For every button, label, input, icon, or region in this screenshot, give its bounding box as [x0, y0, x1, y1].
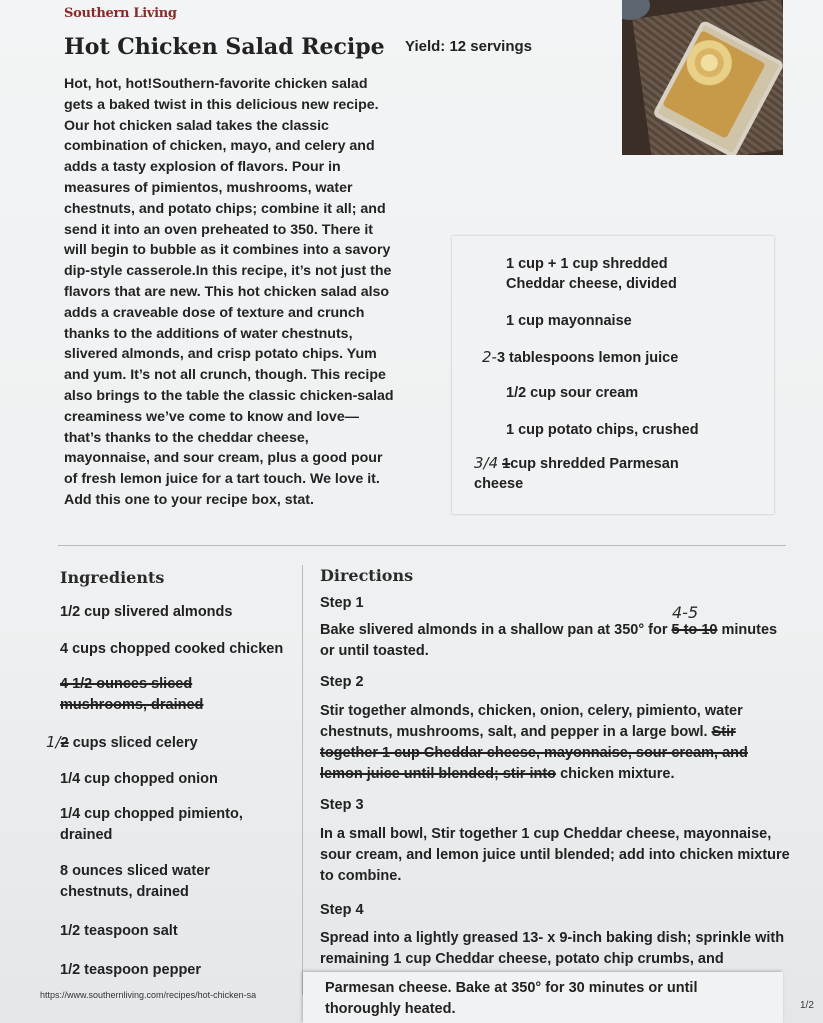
page-title: Hot Chicken Salad Recipe: [64, 34, 385, 60]
page-url: https://www.southernliving.com/recipes/hot-chicken-sa: [40, 990, 257, 1000]
ingredient-onion: 1/4 cup chopped onion: [60, 771, 218, 787]
step-4-continued: Parmesan cheese. Bake at 350° for 30 minutes or until thoroughly heated.: [325, 980, 698, 1017]
step-4-text: Spread into a lightly greased 13- x 9-inch baking dish; sprinkle with remaining 1 cup Cheddar cheese, potato chip crumbs, and: [320, 930, 785, 967]
ingredients-box: [452, 236, 774, 514]
ingredient-pimiento: 1/4 cup chopped pimiento, drained: [60, 806, 243, 843]
page-number: 1/2: [800, 1000, 814, 1011]
brand-logo: Southern Living: [64, 6, 177, 21]
ingredient-almonds: 1/2 cup slivered almonds: [60, 604, 233, 620]
directions-heading: Directions: [320, 566, 414, 585]
ingredients-heading: Ingredients: [60, 568, 165, 587]
ingredient-pepper: 1/2 teaspoon pepper: [60, 962, 202, 978]
ingredient-mayonnaise: 1 cup mayonnaise: [506, 313, 632, 329]
yield-label: Yield: 12 servings: [405, 38, 533, 55]
ingredient-chestnuts: 8 ounces sliced water chestnuts, drained: [60, 863, 210, 900]
section-divider: [58, 545, 786, 546]
handwritten-bake-time: 4-5: [672, 603, 699, 622]
step-1-label: Step 1: [320, 595, 364, 611]
ingredient-lemon: 2-3 tablespoons lemon juice: [482, 348, 679, 366]
step-2-label: Step 2: [320, 674, 364, 690]
ingredient-potato-chips: 1 cup potato chips, crushed: [506, 422, 699, 438]
step-1-text: Bake slivered almonds in a shallow pan at 350° for 5 to 10 minutes or until toasted.: [320, 622, 778, 659]
ingredient-parmesan: 3/4 1cup shredded Parmesan cheese: [474, 454, 679, 492]
intro-paragraph: Hot, hot, hot!Southern-favorite chicken salad gets a baked twist in this delicious new recipe. Our hot chicken salad takes the classic combination of chicken, mayo, and celery and adds a tasty explosion of flavors. Pour in measures of pimientos, mushrooms, water chestnuts, and potato chips; combine it all; and send it into an oven preheated to 350. There it will begin to bubble as it combines into a savory dip-style casserole.In this recipe, it’s not just the flavors that are new. This hot chicken salad also adds a craveable dose of texture and crunch thanks to the additions of water chestnuts, slivered almonds, and crisp potato chips. Yum and yum. It’s not all crunch, though. This recipe also brings to the table the classic chicken-salad creaminess we’ve come to know and love—that’s thanks to the cheddar cheese, mayonnaise, and sour cream, plus a good pour of fresh lemon juice for a tart touch. We love it. Add this one to your recipe box, stat.: [64, 76, 394, 508]
overlapping-page-strip: [303, 972, 783, 1023]
column-divider: [302, 565, 303, 995]
ingredient-sour-cream: 1/2 cup sour cream: [506, 385, 639, 401]
ingredient-salt: 1/2 teaspoon salt: [60, 923, 178, 939]
ingredient-celery: 1/2 cups sliced celery: [46, 733, 198, 751]
step-3-label: Step 3: [320, 797, 364, 813]
step-3-text: In a small bowl, Stir together 1 cup Cheddar cheese, mayonnaise, sour cream, and lemon juice until blended; add into chicken mixture to combine.: [320, 826, 790, 884]
recipe-photo: [622, 0, 783, 155]
ingredient-chicken: 4 cups chopped cooked chicken: [60, 641, 284, 657]
handwritten-celery-amount: 1/: [46, 733, 61, 751]
step-2-text: Stir together almonds, chicken, onion, celery, pimiento, water chestnuts, mushrooms, salt, and pepper in a large bowl. Stir together 1 cup Cheddar cheese, mayonnaise, sour cream, and lemon juice until blended; stir into chicken mixture.: [320, 703, 748, 782]
handwritten-lemon-amount: 2-: [482, 348, 497, 366]
step-4-label: Step 4: [320, 902, 364, 918]
ingredient-cheddar: 1 cup + 1 cup shredded Cheddar cheese, divided: [506, 256, 677, 292]
handwritten-parmesan-amount: 3/4: [474, 454, 499, 472]
ingredient-mushrooms: 4 1/2 ounces sliced mushrooms, drained: [60, 676, 204, 713]
